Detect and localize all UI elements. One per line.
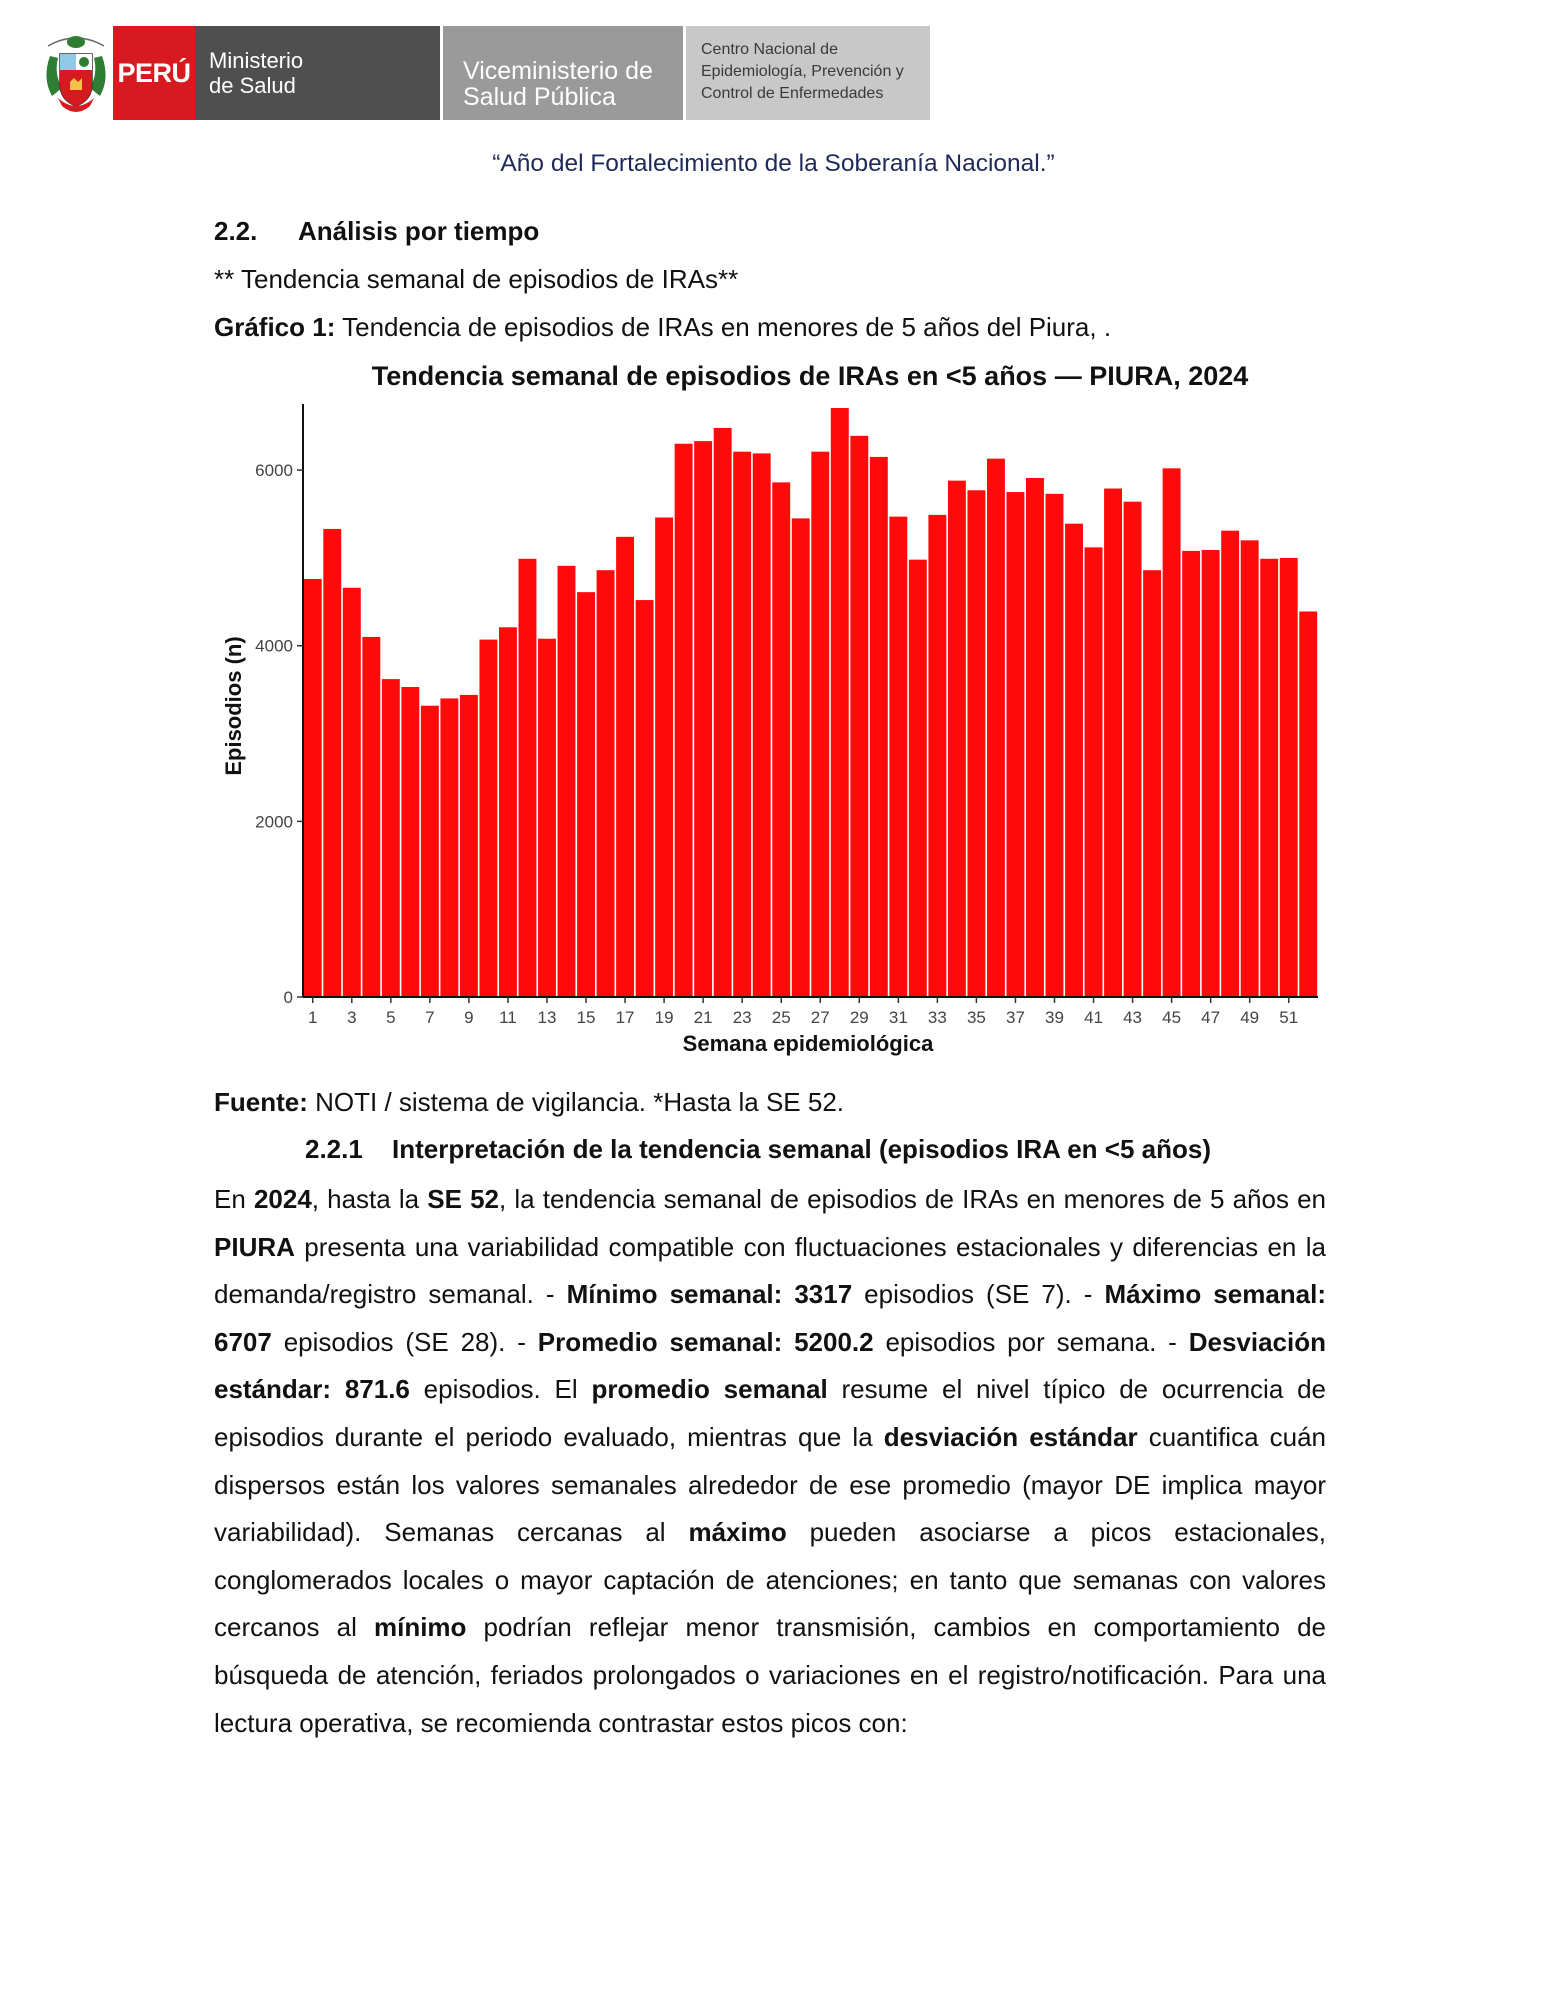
- bar-week-35: [967, 490, 985, 997]
- bar-week-28: [831, 408, 849, 997]
- text-run: episodios (SE 7). -: [852, 1279, 1105, 1310]
- x-tick-label: 45: [1162, 1008, 1182, 1027]
- y-tick-label: 0: [283, 988, 293, 1007]
- bar-week-42: [1104, 489, 1122, 997]
- x-tick-label: 37: [1005, 1008, 1025, 1027]
- bar-week-49: [1241, 540, 1259, 997]
- subtitle: ** Tendencia semanal de episodios de IRAs**: [214, 264, 739, 294]
- bar-week-27: [811, 452, 829, 997]
- x-tick-label: 43: [1123, 1008, 1143, 1027]
- bar-week-19: [655, 518, 673, 997]
- text-run: pueden asociarse a picos estacionales, conglomerados locales o mayor captación de atenciones; en tanto que semanas con valores cercanos al: [214, 1517, 1326, 1643]
- bar-week-47: [1202, 550, 1220, 997]
- caption-label: Gráfico 1:: [214, 312, 336, 342]
- weekly-ira-bar-chart: [210, 356, 1330, 1076]
- bar-week-16: [597, 570, 615, 997]
- bold-text-run: 2024: [253, 1184, 312, 1214]
- bar-week-3: [343, 588, 361, 997]
- x-tick-label: 49: [1240, 1008, 1260, 1027]
- x-tick-label: 33: [927, 1008, 947, 1027]
- x-tick-label: 3: [347, 1008, 357, 1027]
- source-label: Fuente:: [214, 1087, 308, 1117]
- bar-week-43: [1124, 502, 1142, 997]
- text-run: podrían reflejar menor transmisión, cambios en comportamiento de búsqueda de atención, feriados prolongados o variaciones en el registro/notificación. Para una lectura operativa, se recomienda contrastar estos picos con:: [214, 1612, 1326, 1738]
- y-tick-label: 2000: [255, 812, 293, 832]
- text-run: , hasta la: [311, 1184, 428, 1214]
- text-run: resume el nivel típico de ocurrencia de episodios durante el periodo evaluado, mientras que la: [214, 1374, 1326, 1452]
- bold-text-run: máximo: [688, 1517, 787, 1548]
- x-tick-label: 9: [464, 1008, 474, 1027]
- bar-week-14: [558, 566, 576, 997]
- bar-week-7: [421, 706, 439, 997]
- interpretation-paragraph: [214, 1176, 1326, 1747]
- bold-text-run: SE 52: [427, 1184, 499, 1214]
- peru-label: PERÚ: [117, 57, 191, 88]
- source-note: [214, 1087, 844, 1118]
- bar-week-25: [772, 482, 790, 997]
- bar-week-36: [987, 459, 1005, 997]
- text-run: episodios. El: [409, 1374, 592, 1405]
- x-tick-label: 41: [1084, 1008, 1103, 1027]
- y-tick-label: 4000: [255, 636, 293, 656]
- bar-week-1: [304, 579, 322, 997]
- bold-text-run: Promedio semanal: 5200.2: [537, 1326, 874, 1357]
- bar-week-39: [1046, 494, 1064, 997]
- x-tick-label: 13: [537, 1008, 557, 1027]
- bar-week-45: [1163, 468, 1181, 997]
- x-tick-label: 19: [654, 1008, 674, 1027]
- section-title: Análisis por tiempo: [298, 216, 540, 246]
- bar-week-46: [1182, 551, 1200, 997]
- source-text: NOTI / sistema de vigilancia. *Hasta la SE 52.: [307, 1087, 845, 1117]
- bar-week-41: [1085, 547, 1103, 997]
- bold-text-run: mínimo: [373, 1612, 467, 1643]
- bar-week-44: [1143, 570, 1161, 997]
- subsection-heading: [305, 1134, 1211, 1165]
- bar-week-11: [499, 627, 517, 997]
- bar-week-51: [1280, 558, 1298, 997]
- x-tick-label: 47: [1201, 1008, 1221, 1027]
- peru-logo-box: [113, 26, 195, 120]
- bar-week-30: [870, 457, 888, 997]
- bold-text-run: desviación estándar: [883, 1421, 1138, 1452]
- bar-week-17: [616, 537, 634, 997]
- subsection-number: 2.2.1: [305, 1134, 363, 1164]
- text-run: presenta una variabilidad compatible con fluctuaciones estacionales y diferencias en la demanda/registro semanal. -: [214, 1231, 1326, 1310]
- bar-week-2: [323, 529, 341, 997]
- x-tick-label: 11: [499, 1008, 517, 1027]
- x-tick-label: 17: [615, 1008, 635, 1027]
- bar-week-13: [538, 639, 556, 997]
- bar-week-22: [714, 428, 732, 997]
- viceministerio-box: [443, 26, 683, 120]
- bar-week-24: [753, 453, 771, 997]
- x-tick-label: 21: [693, 1008, 713, 1027]
- y-axis-label: Episodios (n): [221, 636, 246, 776]
- figure-caption: [214, 312, 1111, 343]
- x-tick-label: 1: [308, 1008, 318, 1027]
- bar-week-34: [948, 481, 966, 997]
- bar-week-26: [792, 518, 810, 997]
- bar-week-10: [479, 640, 497, 997]
- ministerio-label: Ministerio de Salud: [209, 48, 304, 98]
- chart-title: Tendencia semanal de episodios de IRAs en <5 años — PIURA, 2024: [371, 361, 1249, 391]
- x-tick-label: 25: [771, 1008, 791, 1027]
- bar-week-40: [1065, 524, 1083, 997]
- x-tick-label: 31: [888, 1008, 908, 1027]
- subsection-title: Interpretación de la tendencia semanal (episodios IRA en <5 años): [392, 1134, 1211, 1164]
- x-tick-label: 5: [386, 1008, 396, 1027]
- x-tick-label: 39: [1045, 1008, 1064, 1027]
- bold-text-run: Desviación estándar: 871.6: [214, 1326, 1326, 1405]
- text-run: En: [214, 1184, 254, 1214]
- bar-week-50: [1260, 559, 1278, 997]
- y-tick-label: 6000: [255, 461, 293, 481]
- section-number: 2.2.: [214, 216, 258, 246]
- bar-week-37: [1006, 492, 1024, 997]
- text-run: episodios por semana. -: [873, 1326, 1189, 1357]
- x-tick-label: 51: [1279, 1008, 1299, 1027]
- x-tick-label: 15: [576, 1008, 596, 1027]
- bold-text-run: Mínimo semanal: 3317: [566, 1279, 853, 1310]
- x-tick-label: 23: [732, 1008, 752, 1027]
- cdc-box: [686, 26, 930, 120]
- year-motto: “Año del Fortalecimiento de la Soberanía Nacional.”: [492, 150, 1055, 177]
- text-run: episodios (SE 28). -: [271, 1326, 538, 1357]
- bar-week-29: [850, 436, 868, 997]
- bar-week-48: [1221, 531, 1239, 997]
- x-tick-label: 27: [810, 1008, 830, 1027]
- bar-week-33: [928, 515, 946, 997]
- bold-text-run: PIURA: [214, 1231, 295, 1262]
- bar-week-9: [460, 695, 478, 997]
- x-tick-label: 35: [966, 1008, 986, 1027]
- viceministerio-label: Viceministerio de Salud Pública: [463, 57, 653, 111]
- ministerio-box: [195, 26, 440, 120]
- bold-text-run: Máximo semanal: 6707: [214, 1279, 1326, 1357]
- x-tick-label: 7: [425, 1008, 435, 1027]
- bold-text-run: promedio semanal: [591, 1374, 828, 1405]
- bar-week-21: [694, 441, 712, 997]
- text-run: cuantifica cuán dispersos están los valores semanales alrededor de ese promedio (mayor DE implica mayor variabilidad). Semanas cercanas al: [214, 1421, 1326, 1548]
- bar-week-38: [1026, 478, 1044, 997]
- section-heading: [214, 216, 539, 247]
- bar-week-32: [909, 560, 927, 997]
- bar-week-23: [733, 452, 751, 997]
- bar-week-52: [1299, 611, 1317, 997]
- bar-week-15: [577, 592, 595, 997]
- caption-text: Tendencia de episodios de IRAs en menores de 5 años del Piura, .: [335, 312, 1112, 342]
- coat-of-arms-icon: [40, 28, 112, 118]
- bar-week-5: [382, 679, 400, 997]
- institutional-header: [40, 24, 940, 122]
- bar-week-18: [636, 600, 654, 997]
- bar-week-31: [889, 517, 907, 997]
- x-axis-label: Semana epidemiológica: [682, 1031, 934, 1056]
- bar-week-4: [362, 637, 380, 997]
- text-run: , la tendencia semanal de episodios de IRAs en menores de 5 años en: [499, 1184, 1327, 1214]
- bar-week-6: [401, 687, 419, 997]
- bar-week-20: [675, 444, 693, 997]
- bar-week-12: [519, 559, 537, 997]
- cdc-label: Centro Nacional de Epidemiología, Prevención y Control de Enfermedades: [701, 41, 904, 102]
- bar-week-8: [440, 698, 458, 997]
- x-tick-label: 29: [849, 1008, 869, 1027]
